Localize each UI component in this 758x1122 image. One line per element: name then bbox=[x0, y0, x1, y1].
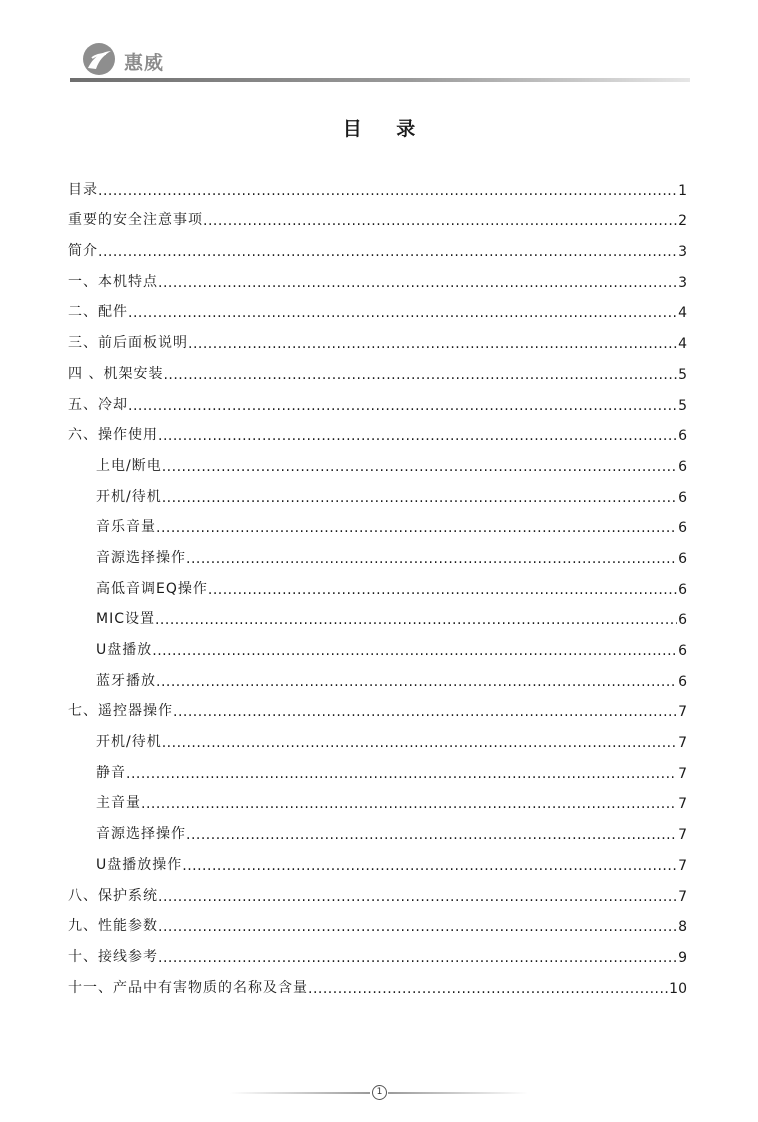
toc-entry-page: 7 bbox=[678, 735, 687, 752]
toc-entry-label: 三、前后面板说明 bbox=[68, 335, 188, 352]
toc-dot-leader bbox=[98, 183, 677, 199]
toc-entry-page: 9 bbox=[678, 949, 687, 966]
toc-entry[interactable] bbox=[68, 444, 687, 475]
footer-divider-right bbox=[388, 1092, 528, 1094]
toc-entry-page: 6 bbox=[678, 643, 687, 659]
toc-entry[interactable] bbox=[68, 843, 687, 874]
toc-entry-page: 10 bbox=[669, 980, 687, 997]
toc-entry-page: 6 bbox=[678, 581, 687, 598]
toc-dot-leader bbox=[158, 889, 677, 905]
toc-entry-label: 十一、产品中有害物质的名称及含量 bbox=[68, 979, 308, 996]
toc-entry[interactable] bbox=[68, 782, 687, 813]
toc-entry-label: 九、性能参数 bbox=[68, 918, 158, 935]
toc-entry[interactable] bbox=[68, 966, 687, 997]
toc-entry-label: U盘播放操作 bbox=[96, 856, 183, 873]
toc-entry-page: 6 bbox=[678, 673, 687, 690]
toc-dot-leader bbox=[128, 398, 677, 414]
toc-entry-page: 8 bbox=[678, 919, 687, 936]
toc-dot-leader bbox=[173, 704, 677, 720]
toc-entry[interactable] bbox=[68, 874, 687, 905]
toc-dot-leader bbox=[158, 950, 677, 966]
toc-entry[interactable] bbox=[68, 352, 687, 383]
toc-dot-leader bbox=[152, 643, 677, 659]
toc-entry-page: 5 bbox=[678, 366, 687, 383]
toc-entry-label: 十、接线参考 bbox=[68, 948, 158, 965]
footer-divider-left bbox=[230, 1092, 370, 1094]
toc-dot-leader bbox=[162, 735, 677, 751]
toc-entry-label: 一、本机特点 bbox=[68, 273, 158, 290]
toc-entry-label: 五、冷却 bbox=[68, 396, 128, 413]
toc-dot-leader bbox=[188, 336, 677, 352]
toc-entry-label: 二、配件 bbox=[68, 304, 128, 321]
toc-entry[interactable] bbox=[68, 475, 687, 506]
toc-entry-label: 蓝牙播放 bbox=[96, 672, 156, 689]
table-of-contents bbox=[68, 168, 687, 997]
toc-dot-leader bbox=[141, 796, 677, 812]
page-number: 1 bbox=[372, 1085, 387, 1100]
toc-entry-page: 6 bbox=[678, 550, 687, 567]
toc-entry-page: 3 bbox=[678, 244, 687, 261]
toc-entry[interactable] bbox=[68, 905, 687, 936]
toc-entry-label: 上电/断电 bbox=[96, 457, 162, 474]
toc-entry-page: 4 bbox=[678, 305, 687, 322]
toc-entry-label: 七、遥控器操作 bbox=[68, 703, 173, 720]
toc-dot-leader bbox=[208, 582, 677, 598]
toc-entry-label: 简介 bbox=[68, 243, 98, 260]
toc-dot-leader bbox=[158, 275, 677, 291]
toc-dot-leader bbox=[158, 428, 677, 444]
toc-entry[interactable] bbox=[68, 812, 687, 843]
toc-entry-label: 八、保护系统 bbox=[68, 887, 158, 904]
toc-entry[interactable] bbox=[68, 720, 687, 751]
toc-entry-page: 5 bbox=[678, 397, 687, 414]
toc-dot-leader bbox=[203, 213, 677, 229]
toc-entry-label: 六、操作使用 bbox=[68, 427, 158, 444]
toc-entry-label: 高低音调EQ操作 bbox=[96, 580, 208, 597]
toc-entry[interactable] bbox=[68, 321, 687, 352]
toc-entry-page: 6 bbox=[678, 458, 687, 475]
toc-entry[interactable] bbox=[68, 229, 687, 260]
toc-entry-page: 3 bbox=[678, 274, 687, 291]
toc-entry[interactable] bbox=[68, 260, 687, 291]
toc-entry[interactable] bbox=[68, 168, 687, 199]
page-footer bbox=[230, 1085, 528, 1101]
toc-entry-label: 开机/待机 bbox=[96, 488, 162, 505]
toc-dot-leader bbox=[156, 674, 677, 690]
toc-entry-label: 开机/待机 bbox=[96, 734, 162, 751]
toc-entry[interactable] bbox=[68, 628, 687, 659]
page-header bbox=[70, 40, 690, 84]
toc-entry-page: 7 bbox=[678, 888, 687, 905]
toc-entry[interactable] bbox=[68, 690, 687, 721]
toc-dot-leader bbox=[162, 459, 677, 475]
toc-entry-page: 2 bbox=[678, 213, 687, 230]
page-title: 目 录 bbox=[342, 118, 430, 140]
toc-dot-leader bbox=[186, 827, 677, 843]
toc-dot-leader bbox=[128, 305, 677, 321]
toc-entry[interactable] bbox=[68, 536, 687, 567]
hivi-swoosh-icon bbox=[82, 42, 116, 76]
toc-dot-leader bbox=[182, 858, 677, 874]
toc-entry[interactable] bbox=[68, 598, 687, 629]
toc-entry-label: 音乐音量 bbox=[96, 519, 156, 536]
toc-entry[interactable] bbox=[68, 567, 687, 598]
toc-entry[interactable] bbox=[68, 935, 687, 966]
toc-entry-page: 6 bbox=[678, 428, 687, 445]
toc-dot-leader bbox=[126, 766, 677, 782]
toc-entry-label: 目录 bbox=[68, 181, 98, 198]
toc-entry-page: 7 bbox=[678, 765, 687, 782]
toc-dot-leader bbox=[308, 981, 668, 997]
brand-name: 惠威 bbox=[124, 52, 165, 74]
toc-entry-label: 重要的安全注意事项 bbox=[68, 212, 203, 229]
toc-dot-leader bbox=[163, 367, 677, 383]
toc-dot-leader bbox=[186, 551, 677, 567]
toc-entry[interactable] bbox=[68, 199, 687, 230]
toc-entry-label: 四 、机架安装 bbox=[68, 365, 164, 382]
toc-entry-label: U盘播放 bbox=[96, 642, 153, 658]
toc-entry[interactable] bbox=[68, 383, 687, 414]
toc-entry[interactable] bbox=[68, 659, 687, 690]
toc-entry-page: 7 bbox=[678, 857, 687, 874]
toc-dot-leader bbox=[156, 520, 677, 536]
toc-entry-page: 7 bbox=[678, 704, 687, 721]
toc-entry-page: 6 bbox=[678, 612, 687, 629]
toc-entry[interactable] bbox=[68, 414, 687, 445]
toc-entry-label: MIC设置 bbox=[96, 611, 155, 628]
toc-entry-page: 4 bbox=[678, 336, 687, 353]
toc-entry-page: 7 bbox=[678, 796, 687, 813]
toc-dot-leader bbox=[162, 490, 677, 506]
toc-entry[interactable] bbox=[68, 291, 687, 322]
toc-entry-page: 1 bbox=[678, 182, 687, 199]
toc-dot-leader bbox=[155, 612, 677, 628]
header-divider bbox=[70, 78, 690, 82]
toc-dot-leader bbox=[98, 244, 677, 260]
toc-dot-leader bbox=[158, 919, 677, 935]
toc-entry-label: 静音 bbox=[96, 764, 126, 781]
toc-entry-page: 7 bbox=[678, 827, 687, 844]
toc-entry[interactable] bbox=[68, 751, 687, 782]
toc-entry-label: 主音量 bbox=[96, 795, 141, 812]
toc-entry-page: 6 bbox=[678, 520, 687, 537]
toc-entry-label: 音源选择操作 bbox=[96, 549, 186, 566]
toc-entry-label: 音源选择操作 bbox=[96, 826, 186, 843]
toc-entry-page: 6 bbox=[678, 489, 687, 506]
toc-entry[interactable] bbox=[68, 506, 687, 537]
